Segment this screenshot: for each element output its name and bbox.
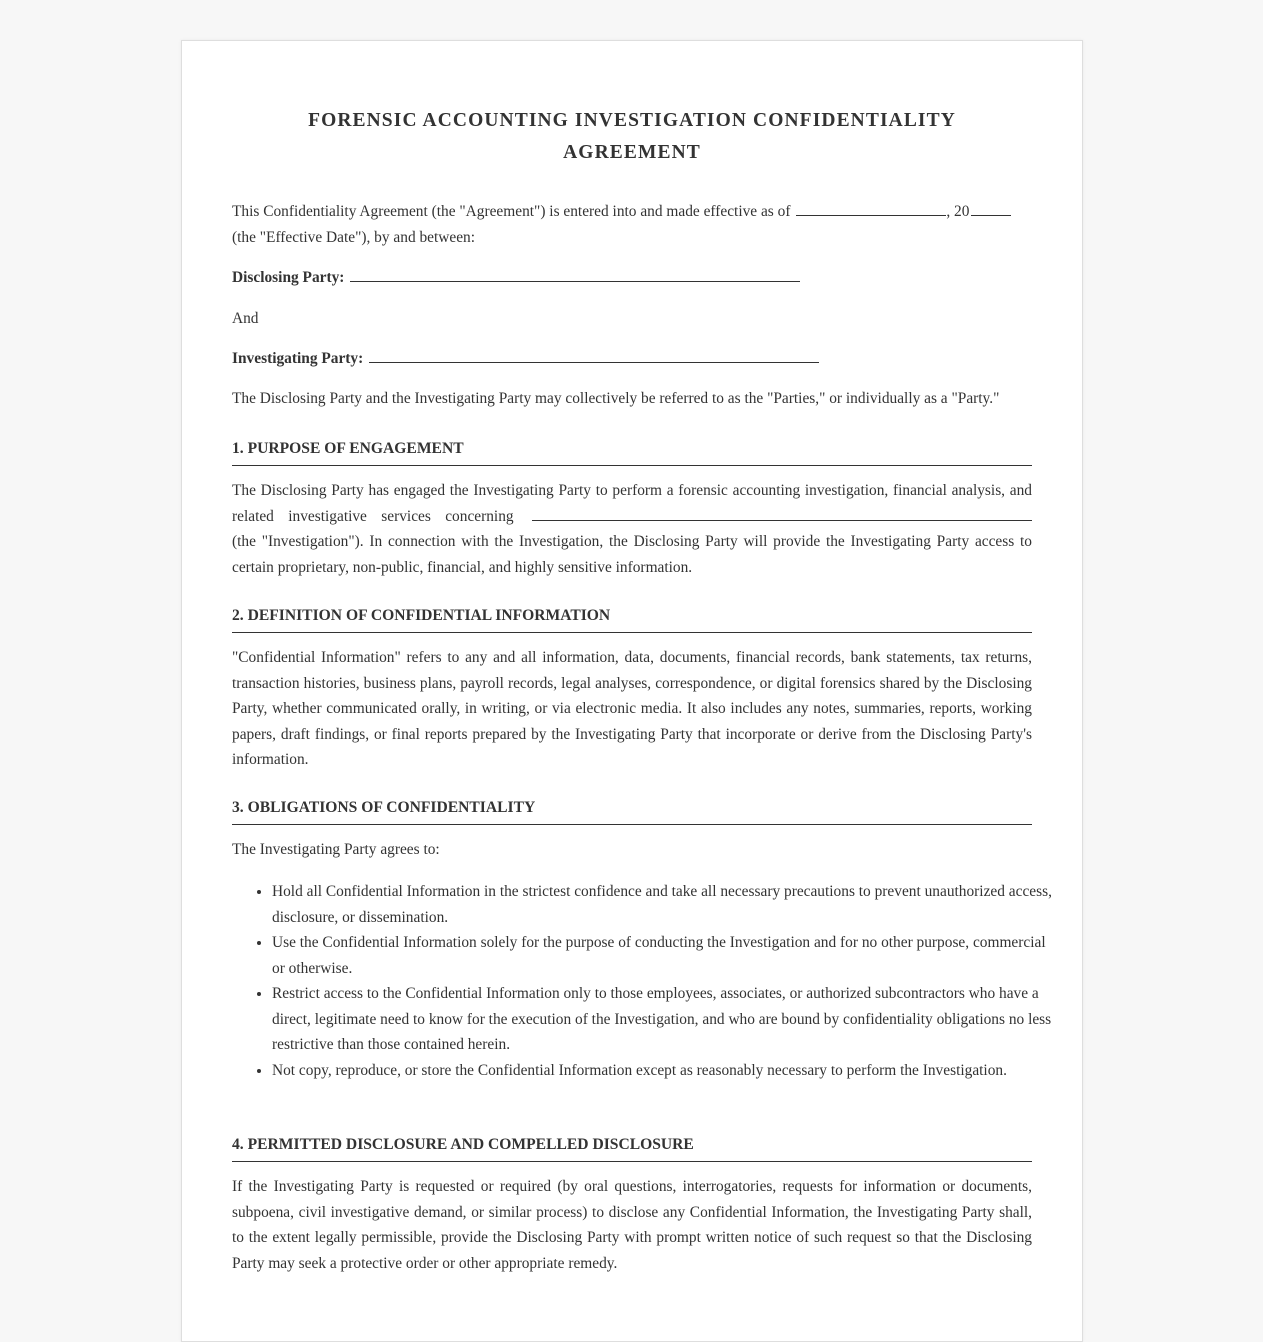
section-3-intro: The Investigating Party agrees to: [232,841,440,858]
intro-text: This Confidentiality Agreement (the "Agreement") is entered into and made effective as of [232,203,791,220]
list-item: • Restrict access to the Confidential Information only to those employees, associates, or authorized subcontractors who have a direct, legitimate need to know for the execution of the Investigation, and who are bound by confidentiality obligations no less restrictive than those contained herein. [272,981,1072,1058]
section-2-text: "Confidential Information" refers to any and all information, data, documents, financial records, bank statements, tax returns, transaction histories, business plans, payroll records, legal analyses, correspondence, or digital forensics shared by the Disclosing Party, whether communicated orally, in writing, or via electronic media. It also includes any notes, summaries, reports, working papers, draft findings, or final reports prepared by the Investigating Party that incorporate or derive from the Disclosing Party's information. [232,649,1032,768]
disclosing-party-label: Disclosing Party: [232,269,345,286]
intro-paragraph [232,199,1032,250]
effective-year-blank[interactable] [971,201,1011,216]
list-item: • Use the Confidential Information solely for the purpose of conducting the Investigation and for no other purpose, commercial or otherwise. [272,930,1072,981]
section-1-heading: 1. PURPOSE OF ENGAGEMENT [232,439,1032,466]
section-1-text-part2: (the "Investigation"). In connection with the Investigation, the Disclosing Party will provide the Investigating Party access to certain proprietary, non-public, financial, and highly sensitive information. [232,533,1032,576]
section-3-heading: 3. OBLIGATIONS OF CONFIDENTIALITY [232,798,1032,825]
list-item: • Not copy, reproduce, or store the Confidential Information except as reasonably necessary to perform the Investigation. [272,1058,1072,1084]
investigating-party-blank[interactable] [369,348,819,363]
list-item: • Hold all Confidential Information in the strictest confidence and take all necessary precautions to prevent unauthorized access, disclosure, or dissemination. [272,879,1072,930]
section-4-body [232,1174,1032,1276]
and-row [232,306,1032,332]
document-page [181,40,1083,1342]
parties-row [232,386,1032,412]
section-3-intro-row [232,837,1032,863]
title-line-2: AGREEMENT [563,142,701,163]
section-1-text-part1: The Disclosing Party has engaged the Investigating Party to perform a forensic accounting investigation, financial analysis, and related investigative services concerning [232,482,1032,525]
investigating-party-row [232,346,1032,372]
section-2-heading: 2. DEFINITION OF CONFIDENTIAL INFORMATION [232,606,1032,633]
section-1-body [232,478,1032,580]
parties-text: The Disclosing Party and the Investigating Party may collectively be referred to as the "Parties," or individually as a "Party." [232,390,1000,407]
intro-year-prefix: , 20 [946,203,970,220]
title-line-1: FORENSIC ACCOUNTING INVESTIGATION CONFIDENTIALITY [308,110,956,131]
disclosing-party-row [232,265,1032,291]
investigating-party-label: Investigating Party: [232,350,364,367]
section-2-body [232,645,1032,773]
effective-date-blank[interactable] [796,201,946,216]
obligations-list [232,879,1072,1083]
and-text: And [232,310,259,327]
disclosing-party-blank[interactable] [350,267,800,282]
section-4-text: If the Investigating Party is requested or required (by oral questions, interrogatories, requests for information or documents, subpoena, civil investigative demand, or similar process) to disclose any Confidential Information, the Investigating Party shall, to the extent legally permissible, provide the Disclosing Party with prompt written notice of such request so that the Disclosing Party may seek a protective order or other appropriate remedy. [232,1178,1032,1272]
section-4-heading: 4. PERMITTED DISCLOSURE AND COMPELLED DISCLOSURE [232,1135,1032,1162]
intro-effective-date-text: (the "Effective Date"), by and between: [232,228,476,246]
document-title [232,105,1032,169]
investigation-subject-blank[interactable] [532,506,1032,521]
